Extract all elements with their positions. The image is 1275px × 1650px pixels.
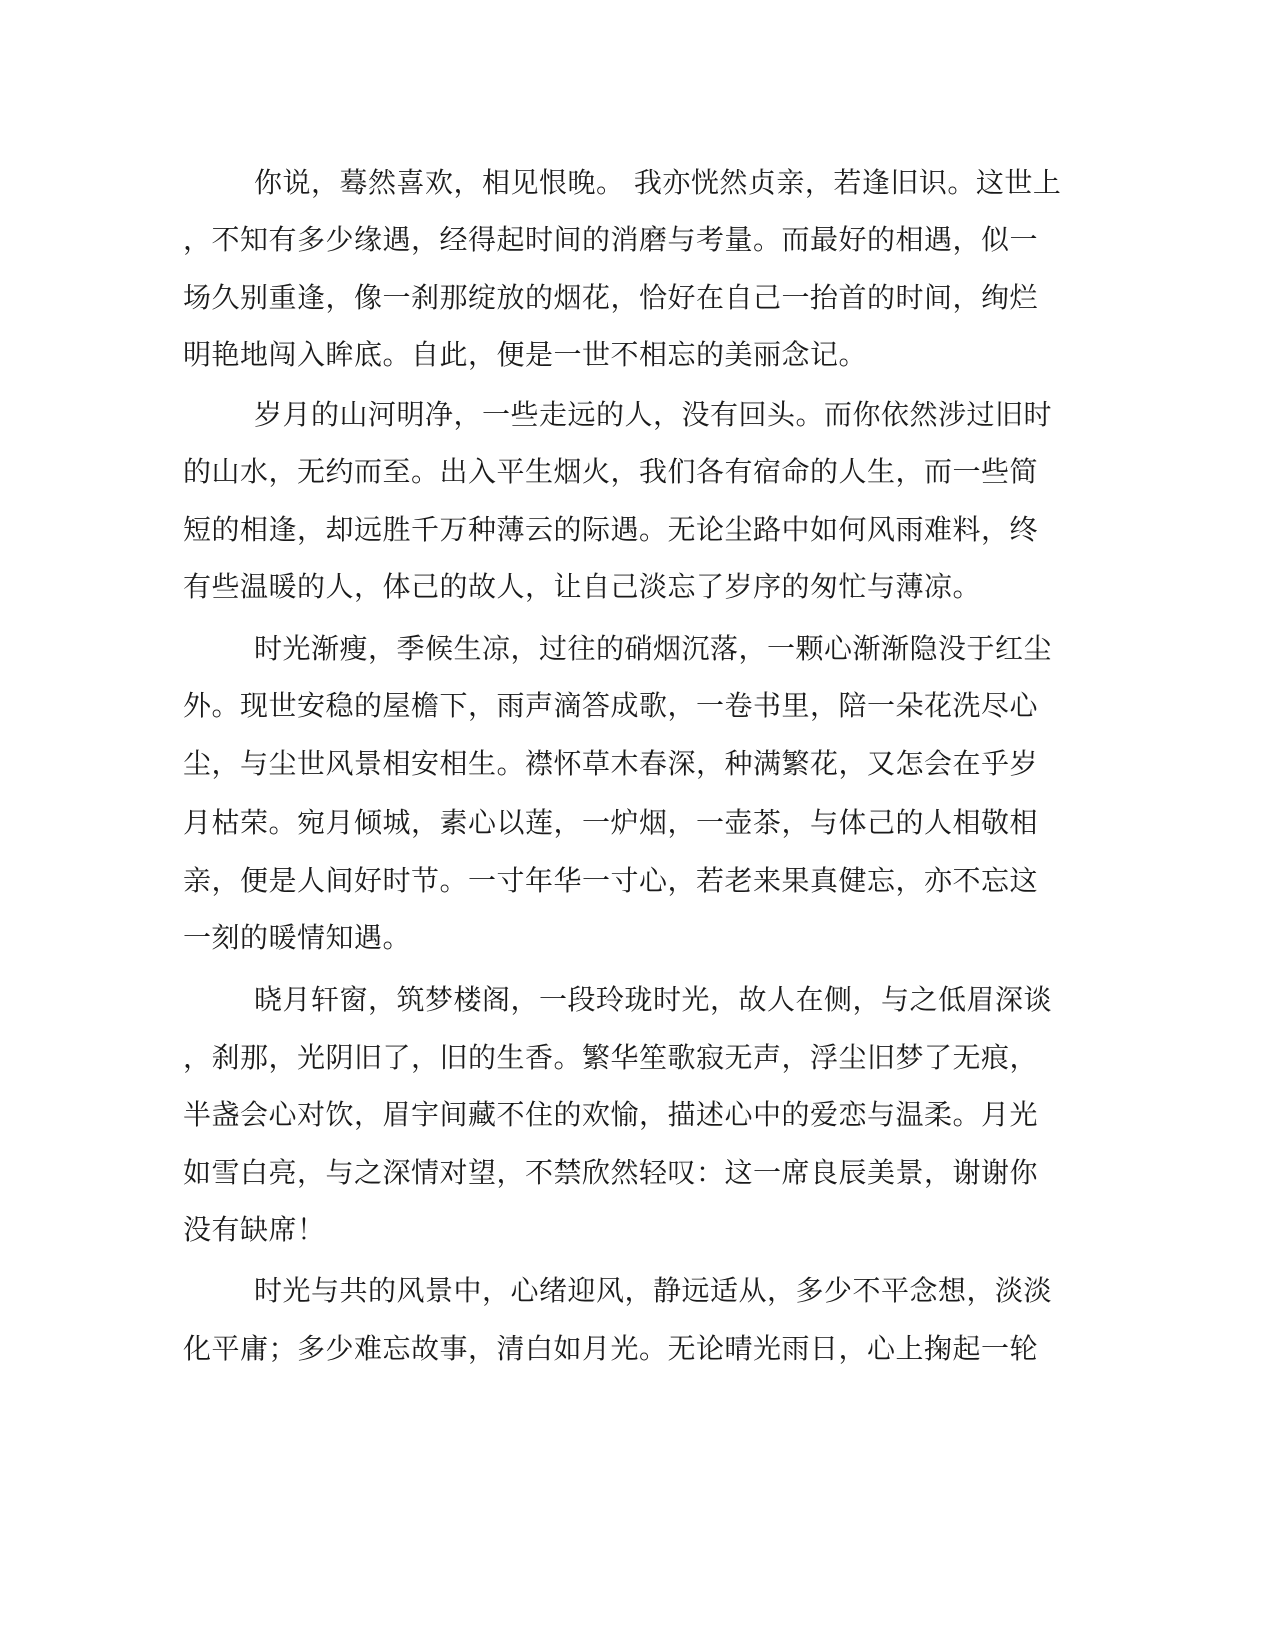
paragraph-3-line-4: 月枯荣。宛月倾城，素心以莲，一炉烟，一壶茶，与体己的人相敬相 xyxy=(183,806,1039,839)
paragraph-2-line-1: 岁月的山河明净，一些走远的人，没有回头。而你依然涉过旧时 xyxy=(254,398,1053,431)
paragraph-3-line-5: 亲，便是人间好时节。一寸年华一寸心，若老来果真健忘，亦不忘这 xyxy=(183,864,1039,897)
paragraph-3-line-1: 时光渐瘦，季候生凉，过往的硝烟沉落，一颗心渐渐隐没于红尘 xyxy=(254,632,1053,665)
paragraph-1-line-2: ，不知有多少缘遇，经得起时间的消磨与考量。而最好的相遇，似一 xyxy=(183,223,1039,256)
paragraph-3-line-3: 尘，与尘世风景相安相生。襟怀草木春深，种满繁花，又怎会在乎岁 xyxy=(183,747,1039,780)
paragraph-3-line-6: 一刻的暖情知遇。 xyxy=(183,921,412,954)
paragraph-1-line-1: 你说，蓦然喜欢，相见恨晚。 我亦恍然贞亲，若逢旧识。这世上 xyxy=(254,166,1062,199)
paragraph-5-line-1: 时光与共的风景中，心绪迎风，静远适从，多少不平念想，淡淡 xyxy=(254,1274,1053,1307)
paragraph-2-line-3: 短的相逢，却远胜千万种薄云的际遇。无论尘路中如何风雨难料，终 xyxy=(183,513,1039,546)
paragraph-1-line-4: 明艳地闯入眸底。自此，便是一世不相忘的美丽念记。 xyxy=(183,338,868,371)
paragraph-3-line-2: 外。现世安稳的屋檐下，雨声滴答成歌，一卷书里，陪一朵花洗尽心 xyxy=(183,689,1039,722)
paragraph-4-line-5: 没有缺席！ xyxy=(183,1213,326,1246)
paragraph-4-line-3: 半盏会心对饮，眉宇间藏不住的欢愉，描述心中的爱恋与温柔。月光 xyxy=(183,1098,1039,1131)
paragraph-2-line-2: 的山水，无约而至。出入平生烟火，我们各有宿命的人生，而一些简 xyxy=(183,455,1039,488)
paragraph-4-line-2: ，刹那，光阴旧了，旧的生香。繁华笙歌寂无声，浮尘旧梦了无痕， xyxy=(183,1041,1039,1074)
paragraph-2-line-4: 有些温暖的人，体己的故人，让自己淡忘了岁序的匆忙与薄凉。 xyxy=(183,570,982,603)
paragraph-4-line-4: 如雪白亮，与之深情对望，不禁欣然轻叹：这一席良辰美景，谢谢你 xyxy=(183,1156,1039,1189)
paragraph-4-line-1: 晓月轩窗，筑梦楼阁，一段玲珑时光，故人在侧，与之低眉深谈 xyxy=(254,983,1053,1016)
paragraph-5-line-2: 化平庸；多少难忘故事，清白如月光。无论晴光雨日，心上掬起一轮 xyxy=(183,1332,1039,1365)
paragraph-1-line-3: 场久别重逢，像一刹那绽放的烟花，恰好在自己一抬首的时间，绚烂 xyxy=(183,281,1039,314)
